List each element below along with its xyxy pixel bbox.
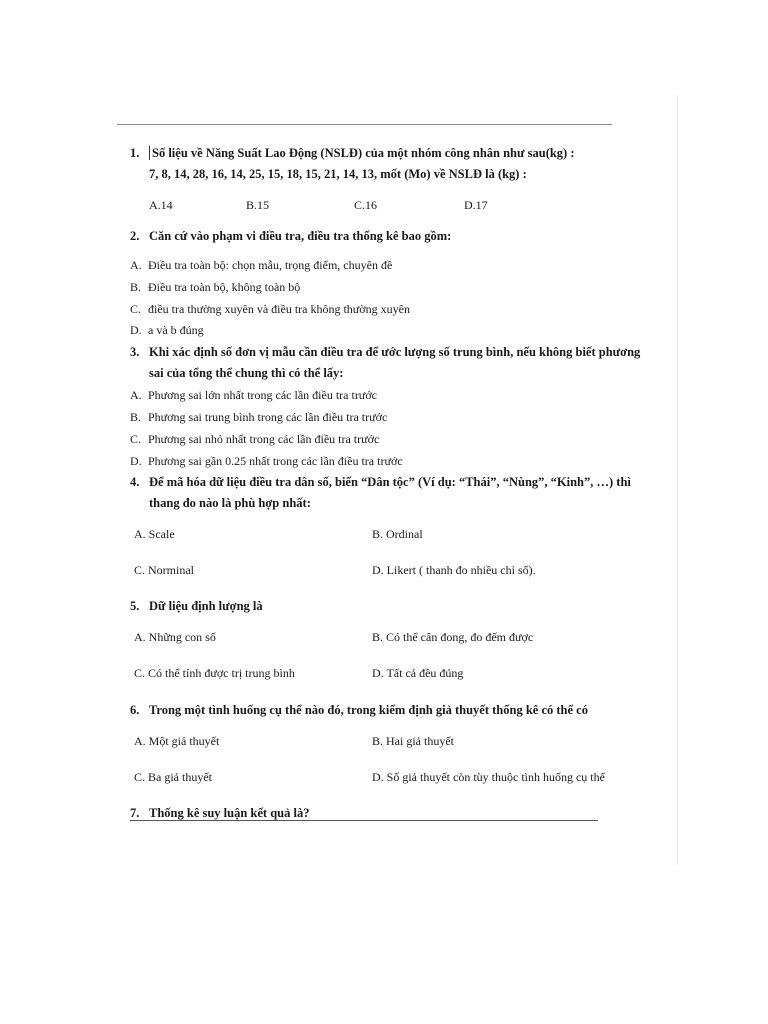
option-text: Phương sai nhỏ nhất trong các lần điều tra trước xyxy=(148,432,380,446)
question-text-line: Dữ liệu định lượng là xyxy=(149,599,263,613)
question-number: 3. xyxy=(130,345,140,359)
option-d: D.17 xyxy=(464,198,488,212)
question-text-line: Căn cứ vào phạm vi điều tra, điều tra thống kê bao gồm: xyxy=(149,229,452,243)
option-a xyxy=(130,387,377,403)
option-b xyxy=(130,279,300,295)
page-edge xyxy=(677,95,678,865)
option-b: B. Hai giả thuyết xyxy=(372,734,454,748)
option-c: C. Norminal xyxy=(134,563,194,577)
option-letter: C. xyxy=(130,432,142,446)
option-letter: D. xyxy=(130,454,142,468)
option-letter: A. xyxy=(130,258,142,272)
question-text-line: thang đo nào là phù hợp nhất: xyxy=(149,496,311,510)
question-number: 5. xyxy=(130,599,140,613)
question-2 xyxy=(130,226,650,247)
question-text-line: Thống kê suy luận kết quả là? xyxy=(149,806,310,820)
option-c xyxy=(130,431,379,447)
question-text-line: Để mã hóa dữ liệu điều tra dân số, biến “Dân tộc” (Ví dụ: “Thái”, “Nùng”, “Kinh”, …) thì xyxy=(149,475,631,489)
option-b: B. Có thể cân đong, đo đếm được xyxy=(372,630,534,644)
option-c: C. Có thể tính được trị trung bình xyxy=(134,666,295,680)
question-text-line: Khi xác định số đơn vị mẫu cần điều tra để ước lượng số trung bình, nếu không biết phương xyxy=(149,345,641,359)
question-number: 1. xyxy=(130,146,140,160)
question-6 xyxy=(130,700,650,721)
question-3 xyxy=(130,342,650,384)
option-c: C.16 xyxy=(354,198,378,212)
option-text: Phương sai gần 0.25 nhất trong các lần điều tra trước xyxy=(148,454,403,468)
option-d: D. Likert ( thanh đo nhiều chỉ số). xyxy=(372,563,536,577)
option-c xyxy=(130,301,410,317)
option-text: điều tra thường xuyên và điều tra không thường xuyên xyxy=(148,302,410,316)
option-a: A. Những con số xyxy=(134,630,216,644)
option-text: Điều tra toàn bộ, không toàn bộ xyxy=(148,280,301,294)
option-text: Phương sai trung bình trong các lần điều tra trước xyxy=(148,410,388,424)
question-number: 2. xyxy=(130,229,140,243)
option-text: a và b đúng xyxy=(148,323,204,337)
option-letter: C. xyxy=(130,302,142,316)
question-number: 4. xyxy=(130,475,140,489)
question-number: 6. xyxy=(130,703,140,717)
option-letter: B. xyxy=(130,410,142,424)
question-text-line: 7, 8, 14, 28, 16, 14, 25, 15, 18, 15, 21, 14, 13, mốt (Mo) về NSLĐ là (kg) : xyxy=(149,167,527,181)
option-d xyxy=(130,322,204,338)
question-number: 7. xyxy=(130,806,140,820)
question-text-line: sai của tổng thể chung thì có thể lấy: xyxy=(149,366,344,380)
option-b: B.15 xyxy=(246,198,270,212)
option-a: A.14 xyxy=(149,198,173,212)
option-a: A. Scale xyxy=(134,527,175,541)
option-d xyxy=(130,453,403,469)
option-text: Điều tra toàn bộ: chọn mẫu, trọng điểm, chuyên đề xyxy=(148,258,393,272)
option-c: C. Ba giả thuyết xyxy=(134,770,212,784)
option-d: D. Tất cả đều đúng xyxy=(372,666,464,680)
option-a xyxy=(130,257,392,273)
question-text-line: Trong một tình huống cụ thể nào đó, trong kiểm định giả thuyết thống kê có thể có xyxy=(149,703,588,717)
option-letter: D. xyxy=(130,323,142,337)
question-4 xyxy=(130,472,650,514)
option-d: D. Số giả thuyết còn tùy thuộc tình huống cụ thể xyxy=(372,770,605,784)
option-letter: B. xyxy=(130,280,142,294)
option-text: Phương sai lớn nhất trong các lần điều tra trước xyxy=(148,388,377,402)
question-7-underline xyxy=(130,820,598,821)
header-rule xyxy=(117,124,612,125)
question-5 xyxy=(130,596,650,617)
option-a: A. Một giả thuyết xyxy=(134,734,220,748)
question-1 xyxy=(130,143,650,185)
option-letter: A. xyxy=(130,388,142,402)
question-text-line: Số liệu về Năng Suất Lao Động (NSLĐ) của một nhóm công nhân như sau(kg) : xyxy=(149,146,575,160)
option-b: B. Ordinal xyxy=(372,527,423,541)
option-b xyxy=(130,409,387,425)
